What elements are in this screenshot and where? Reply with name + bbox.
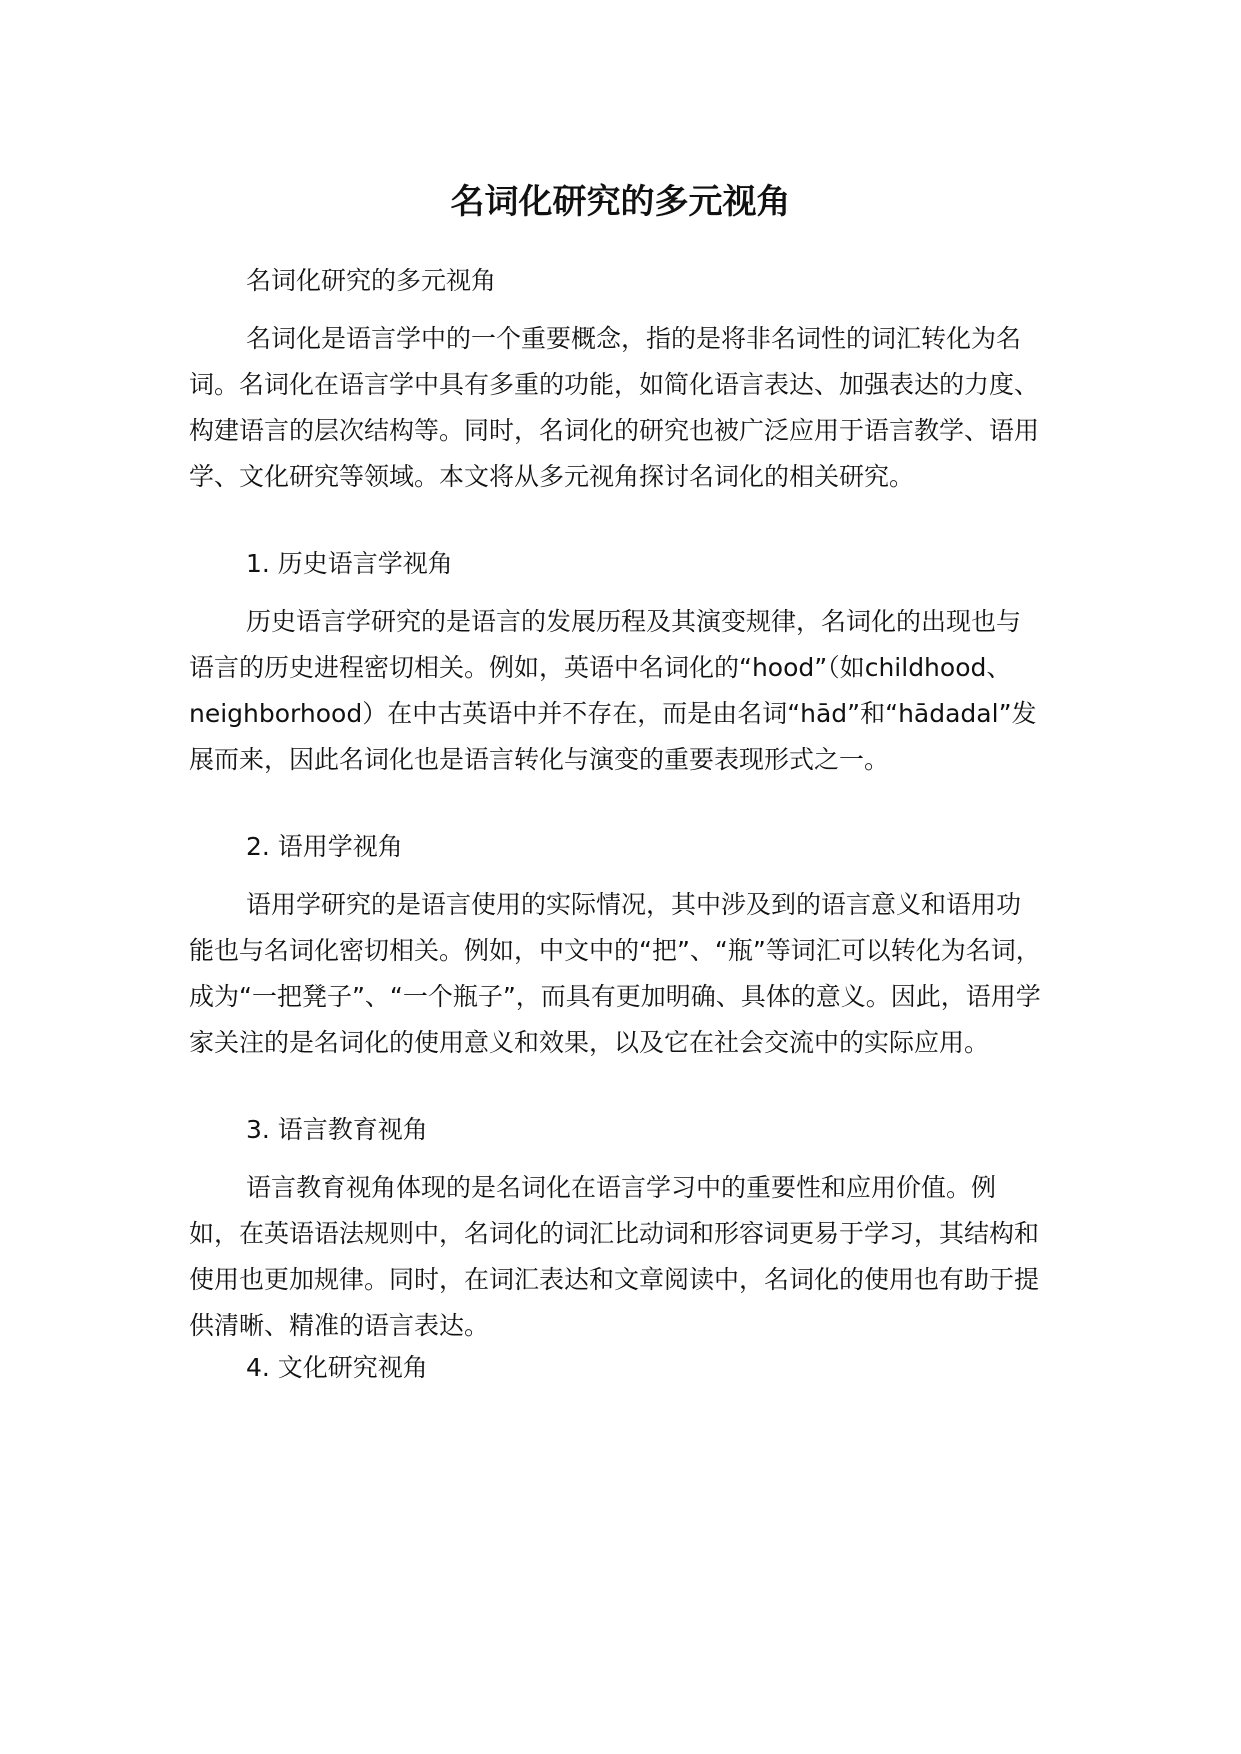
- section-heading-education: 3. 语言教育视角: [246, 1115, 428, 1144]
- document-subtitle: 名词化研究的多元视角: [246, 266, 497, 295]
- section-heading-culture: 4. 文化研究视角: [246, 1353, 428, 1382]
- section-body-pragmatics: 语用学研究的是语言使用的实际情况，其中涉及到的语言意义和语用功能也与名词化密切相关。例如，中文中的“把”、“瓶”等词汇可以转化为名词，成为“一把凳子”、“一个瓶子”，而具有更加明确、具体的意义。因此，语用学家关注的是名词化的使用意义和效果，以及它在社会交流中的实际应用。: [189, 890, 1041, 1057]
- section-body-historical: 历史语言学研究的是语言的发展历程及其演变规律，名词化的出现也与语言的历史进程密切相关。例如，英语中名词化的“hood”（如childhood、neighborhood）在中古英语中并不存在，而是由名词“hād”和“hādadal”发展而来，因此名词化也是语言转化与演变的重要表现形式之一。: [189, 607, 1037, 774]
- document-title: 名词化研究的多元视角: [450, 182, 791, 222]
- intro-paragraph: 名词化是语言学中的一个重要概念，指的是将非名词性的词汇转化为名词。名词化在语言学中具有多重的功能，如简化语言表达、加强表达的力度、构建语言的层次结构等。同时，名词化的研究也被广泛应用于语言教学、语用学、文化研究等领域。本文将从多元视角探讨名词化的相关研究。: [189, 324, 1040, 491]
- section-heading-pragmatics: 2. 语用学视角: [246, 832, 403, 861]
- section-body-education: 语言教育视角体现的是名词化在语言学习中的重要性和应用价值。例如，在英语语法规则中，名词化的词汇比动词和形容词更易于学习，其结构和使用也更加规律。同时，在词汇表达和文章阅读中，名词化的使用也有助于提供清晰、精准的语言表达。: [189, 1173, 1040, 1340]
- section-heading-historical: 1. 历史语言学视角: [246, 549, 453, 578]
